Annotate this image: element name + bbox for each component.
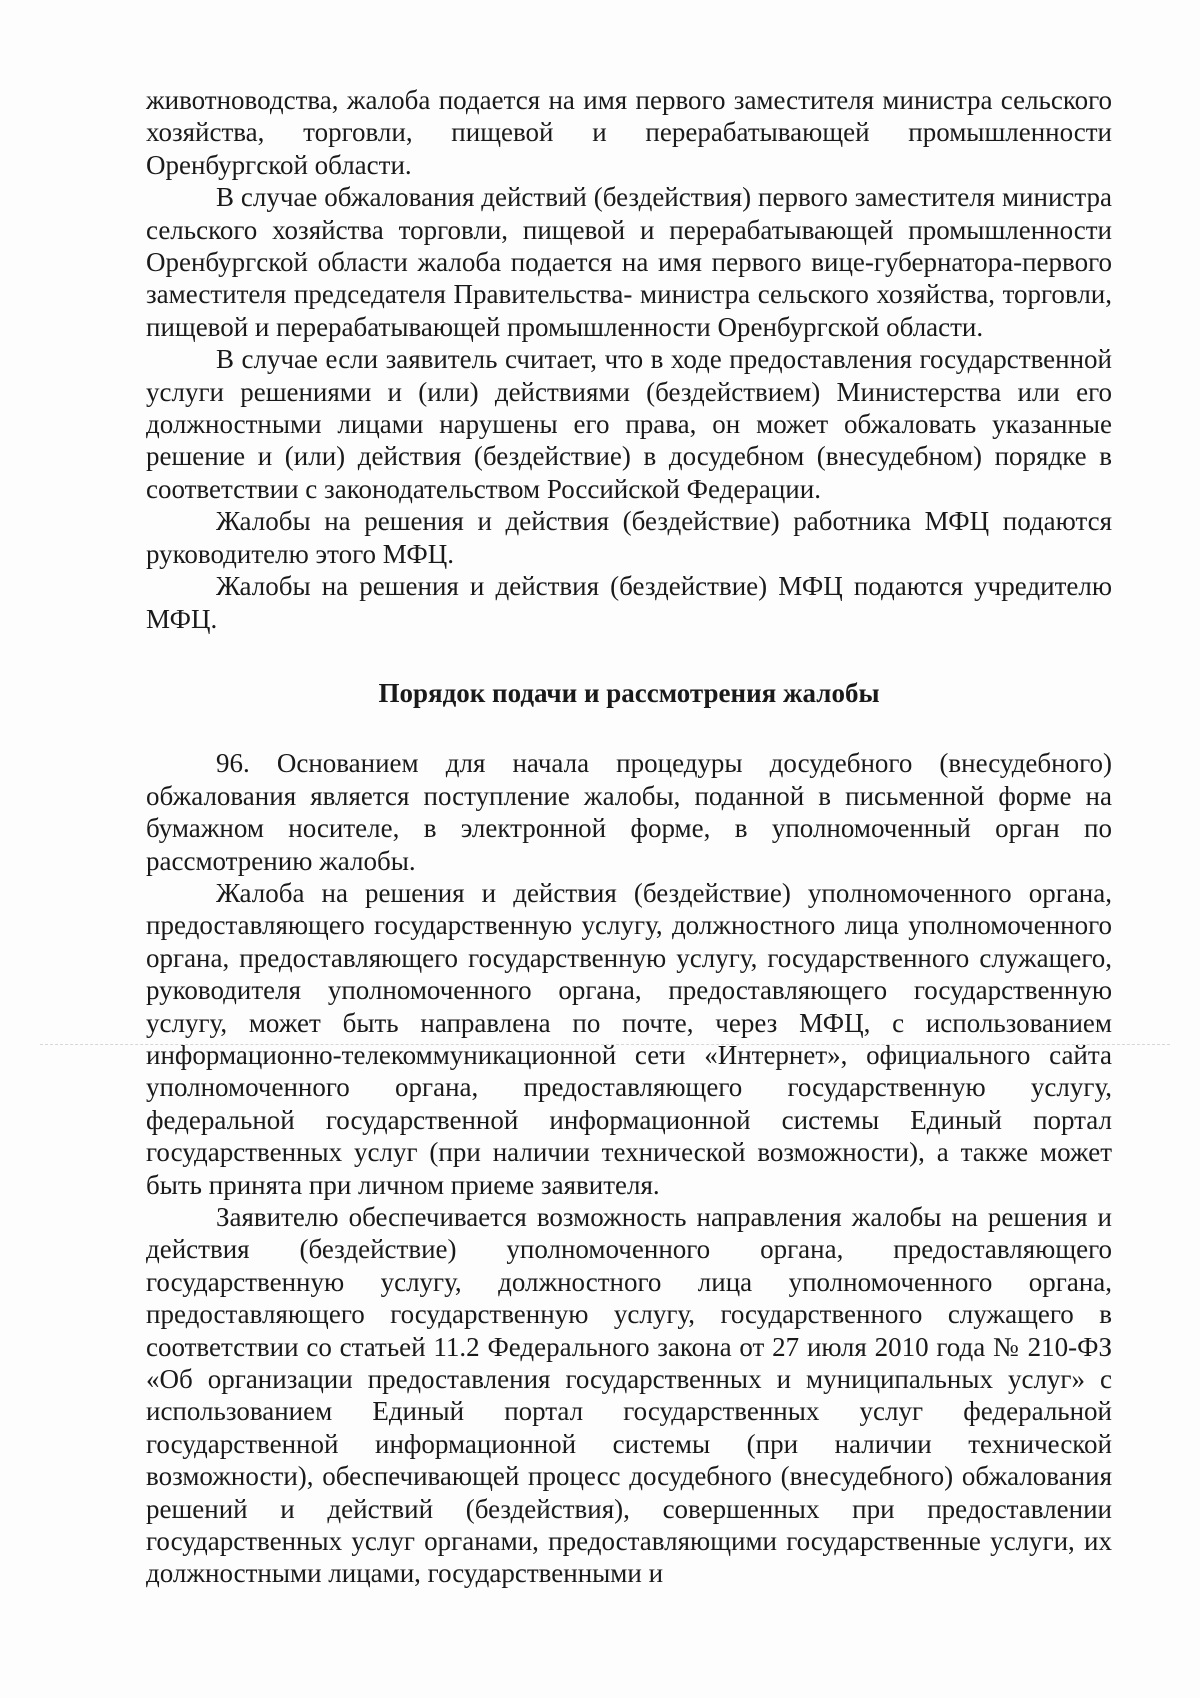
paragraph-96: 96. Основанием для начала процедуры досудебного (внесудебного) обжалования является поступление жалобы, поданной в письменной форме на бумажном носителе, в электронной форме, в уполномоченный орган по рассмотрению жалобы.	[146, 748, 1112, 876]
paragraph-appeal-first-deputy: В случае обжалования действий (бездействия) первого заместителя министра сельского хозяйства торговли, пищевой и перерабатывающей промышленности Оренбургской области жалоба подается на имя первого вице-губернатора-первого заместителя председателя Правительства- министра сельского хозяйства, торговли, пищевой и перерабатывающей промышленности Оренбургской области.	[146, 182, 1112, 342]
paragraph-mfc-worker-complaints: Жалобы на решения и действия (бездействие) работника МФЦ подаются руководителю этого МФЦ.	[146, 506, 1112, 569]
paragraph-complaint-channels: Жалоба на решения и действия (бездействие) уполномоченного органа, предоставляющего государственную услугу, должностного лица уполномоченного органа, предоставляющего государственную услугу, государственного служащего, руководителя уполномоченного органа, предоставляющего государственную услугу, может быть направлена по почте, через МФЦ, с использованием информационно-телекоммуникационной сети «Интернет», официального сайта уполномоченного органа, предоставляющего государственную услугу, федеральной государственной информационной системы Единый портал государственных услуг (при наличии технической возможности), а также может быть принята при личном приеме заявителя.	[146, 877, 1112, 1200]
paragraph-applicant-rights: В случае если заявитель считает, что в ходе предоставления государственной услуги решениями и (или) действиями (бездействием) Министерства или его должностными лицами нарушены его права, он может обжаловать указанные решение и (или) действия (бездействие) в досудебном (внесудебном) порядке в соответствии с законодательством Российской Федерации.	[146, 344, 1112, 504]
section-heading: Порядок подачи и рассмотрения жалобы	[378, 677, 880, 708]
paragraph-electronic-complaint: Заявителю обеспечивается возможность направления жалобы на решения и действия (бездействие) уполномоченного органа, предоставляющего государственную услугу, должностного лица уполномоченного органа, предоставляющего государственную услугу, государственного служащего в соответствии со статьей 11.2 Федерального закона от 27 июля 2010 года № 210-ФЗ «Об организации предоставления государственных и муниципальных услуг» с использованием Единый портал государственных услуг федеральной государственной информационной системы (при наличии технической возможности), обеспечивающей процесс досудебного (внесудебного) обжалования решений и действий (бездействия), совершенных при предоставлении государственных услуг органами, предоставляющими государственные услуги, их должностными лицами, государственными и	[146, 1202, 1112, 1589]
document-body	[146, 84, 1112, 1590]
paragraph-continuation: животноводства, жалоба подается на имя первого заместителя министра сельского хозяйства, торговли, пищевой и перерабатывающей промышленности Оренбургской области.	[146, 85, 1112, 180]
paragraph-mfc-complaints: Жалобы на решения и действия (бездействие) МФЦ подаются учредителю МФЦ.	[146, 571, 1112, 634]
scan-artifact-line	[40, 1044, 1170, 1045]
